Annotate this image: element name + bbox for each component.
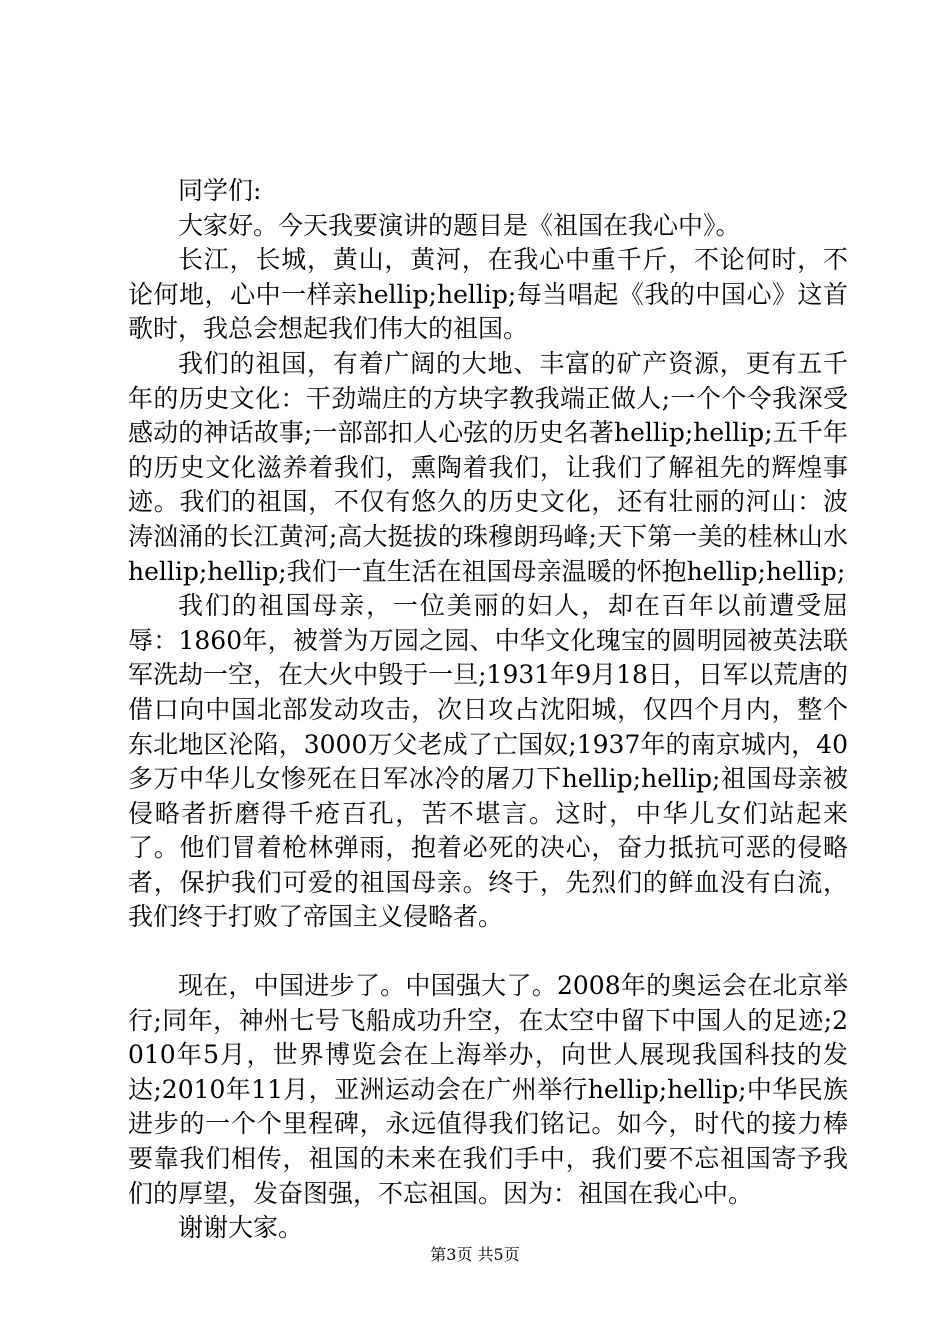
history-culture-paragraph: 我们的祖国，有着广阔的大地、丰富的矿产资源，更有五千年的历史文化：干劲端庄的方块字教我端正做人;一个个令我深受感动的神话故事;一部部扣人心弦的历史名著hellip;hellip;五千年的历史文化滋养着我们，熏陶着我们，让我们了解祖先的辉煌事迹。我们的祖国，不仅有悠久的历史文化，还有壮丽的河山：波涛汹涌的长江黄河;高大挺拔的珠穆朗玛峰;天下第一美的桂林山水hellip;hellip;我们一直生活在祖国母亲温暖的怀抱hellip;hellip;: [128, 348, 848, 586]
closing-thanks: 谢谢大家。: [178, 1213, 304, 1243]
speech-body: [128, 174, 848, 1246]
humiliation-paragraph: 我们的祖国母亲，一位美丽的妇人，却在百年以前遭受屈辱：1860年，被誉为万园之园、中华文化瑰宝的圆明园被英法联军洗劫一空，在大火中毁于一旦;1931年9月18日，日军以荒唐的借口向中国北部发动攻击，次日攻占沈阳城，仅四个月内，整个东北地区沦陷，3000万父老成了亡国奴;1937年的南京城内，40多万中华儿女惨死在日军冰冷的屠刀下hellip;hellip;祖国母亲被侵略者折磨得千疮百孔，苦不堪言。这时，中华儿女们站起来了。他们冒着枪林弹雨，抱着必死的决心，奋力抵抗可恶的侵略者，保护我们可爱的祖国母亲。终于，先烈们的鲜血没有白流，我们终于打败了帝国主义侵略者。: [128, 591, 848, 932]
greeting-paragraph: 大家好。今天我要演讲的题目是《祖国在我心中》。: [178, 210, 741, 240]
intro-paragraph: 长江，长城，黄山，黄河，在我心中重千斤，不论何时，不论何地，心中一样亲hellip;hellip;每当唱起《我的中国心》这首歌时，我总会想起我们伟大的祖国。: [128, 245, 848, 344]
salutation: 同学们:: [178, 176, 262, 205]
page-number-footer: 第3页 共5页: [430, 1245, 520, 1264]
progress-paragraph: 现在，中国进步了。中国强大了。2008年的奥运会在北京举行;同年，神州七号飞船成功升空，在太空中留下中国人的足迹;2010年5月，世界博览会在上海举办，向世人展现我国科技的发达;2010年11月，亚洲运动会在广州举行hellip;hellip;中华民族进步的一个个里程碑，永远值得我们铭记。如今，时代的接力棒要靠我们相传，祖国的未来在我们手中，我们要不忘祖国寄予我们的厚望，发奋图强，不忘祖国。因为：祖国在我心中。: [128, 971, 848, 1208]
